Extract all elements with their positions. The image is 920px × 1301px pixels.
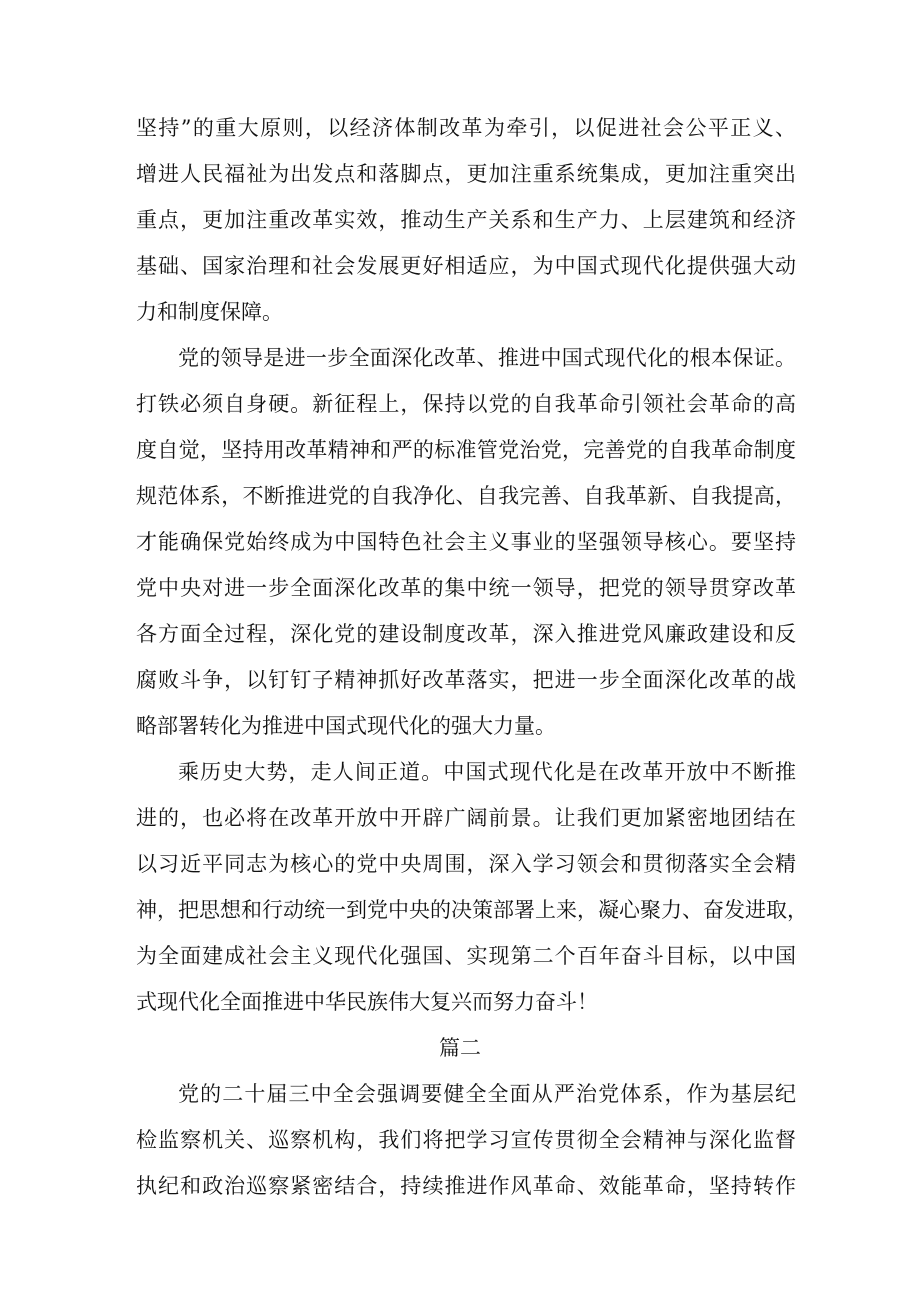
paragraph-line: 为全面建成社会主义现代化强国、实现第二个百年奋斗目标，以中国 [136, 944, 796, 968]
paragraph-line: 略部署转化为推进中国式现代化的强大力量。 [136, 714, 556, 738]
paragraph-line: 执纪和政治巡察紧密结合，持续推进作风革命、效能革命，坚持转作 [136, 1174, 796, 1198]
paragraph-line: 神，把思想和行动统一到党中央的决策部署上来，凝心聚力、奋发进取， [136, 898, 808, 922]
paragraph-line: 党中央对进一步全面深化改革的集中统一领导，把党的领导贯穿改革 [136, 576, 796, 600]
paragraph-line: 各方面全过程，深化党的建设制度改革，深入推进党风廉政建设和反 [136, 622, 796, 646]
paragraph-line: 乘历史大势，走人间正道。中国式现代化是在改革开放中不断推 [178, 760, 796, 784]
paragraph-line: 党的领导是进一步全面深化改革、推进中国式现代化的根本保证。 [178, 346, 796, 370]
paragraph-line: 规范体系，不断推进党的自我净化、自我完善、自我革新、自我提高， [136, 484, 796, 508]
paragraph-line: 度自觉，坚持用改革精神和严的标准管党治党，完善党的自我革命制度 [136, 438, 796, 462]
paragraph-line: 打铁必须自身硬。新征程上，保持以党的自我革命引领社会革命的高 [136, 392, 796, 416]
paragraph-line: 才能确保党始终成为中国特色社会主义事业的坚强领导核心。要坚持 [136, 530, 796, 554]
paragraph-line: 以习近平同志为核心的党中央周围，深入学习领会和贯彻落实全会精 [136, 852, 796, 876]
paragraph-line: 党的二十届三中全会强调要健全全面从严治党体系，作为基层纪 [178, 1082, 796, 1106]
paragraph-line: 坚持”的重大原则，以经济体制改革为牵引，以促进社会公平正义、 [136, 116, 796, 140]
paragraph-line: 进的，也必将在改革开放中开辟广阔前景。让我们更加紧密地团结在 [136, 806, 796, 830]
paragraph-line: 重点，更加注重改革实效，推动生产关系和生产力、上层建筑和经济 [136, 208, 796, 232]
paragraph-line: 增进人民福祉为出发点和落脚点，更加注重系统集成，更加注重突出 [136, 162, 796, 186]
paragraph-line: 式现代化全面推进中华民族伟大复兴而努力奋斗！ [136, 990, 598, 1014]
paragraph-line: 腐败斗争，以钉钉子精神抓好改革落实，把进一步全面深化改革的战 [136, 668, 796, 692]
paragraph-line: 力和制度保障。 [136, 300, 283, 324]
section-heading: 篇二 [439, 1036, 481, 1060]
paragraph-line: 检监察机关、巡察机构，我们将把学习宣传贯彻全会精神与深化监督 [136, 1128, 796, 1152]
paragraph-line: 基础、国家治理和社会发展更好相适应，为中国式现代化提供强大动 [136, 254, 796, 278]
